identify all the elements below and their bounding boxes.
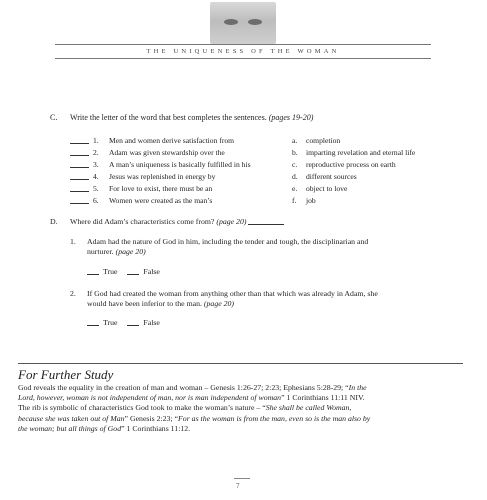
- option-b: b. imparting revelation and eternal life: [292, 148, 416, 157]
- left-eye-shape: [224, 19, 238, 25]
- further-study-rule: [18, 363, 463, 364]
- answer-blank[interactable]: [70, 191, 89, 192]
- option-e: e. object to love: [292, 184, 348, 193]
- answer-blank[interactable]: [70, 155, 89, 156]
- item-number: 1.: [93, 136, 99, 145]
- item-number: 5.: [93, 184, 99, 193]
- right-eye-shape: [248, 19, 262, 25]
- option-f: f. job: [292, 196, 316, 205]
- match-item-3: [70, 160, 251, 169]
- answer-blank[interactable]: [70, 143, 89, 144]
- match-item-1: [70, 136, 234, 145]
- page-number: 7: [236, 482, 240, 490]
- item-text: A man’s uniqueness is basically fulfilled in his: [109, 160, 251, 169]
- section-d-page: (page 20): [216, 217, 247, 226]
- item-text: For love to exist, there must be an: [109, 184, 213, 193]
- header-eyes-image: [210, 2, 276, 44]
- tf-statement-1: 1. Adam had the nature of God in him, including the tender and tough, the disciplinarian and nurturer. (page 20): [70, 237, 369, 256]
- section-d-text: Where did Adam’s characteristics come from?: [70, 217, 215, 226]
- item-text: Men and women derive satisfaction from: [109, 136, 235, 145]
- item-number: 3.: [93, 160, 99, 169]
- item-text: Adam was given stewardship over the: [109, 148, 225, 157]
- match-item-5: [70, 184, 212, 193]
- item-number: 2.: [93, 148, 99, 157]
- item-number: 4.: [93, 172, 99, 181]
- item-text: Women were created as the man’s: [109, 196, 213, 205]
- section-d-question: [50, 217, 284, 227]
- true-blank[interactable]: [87, 274, 99, 275]
- answer-blank[interactable]: [70, 179, 89, 180]
- section-c-text: Write the letter of the word that best completes the sentences.: [70, 113, 267, 122]
- match-item-6: [70, 196, 212, 205]
- tf-statement-2: 2. If God had created the woman from anything other than that which was already in Adam, she would have been inferior to the man. (page 20): [70, 289, 378, 308]
- tf-answer-1: True False: [87, 267, 160, 276]
- true-blank[interactable]: [87, 325, 99, 326]
- section-d-answer-blank[interactable]: [248, 224, 284, 225]
- section-d-letter: D.: [50, 217, 58, 226]
- option-c: c. reproductive process on earth: [292, 160, 396, 169]
- item-number: 6.: [93, 196, 99, 205]
- tf-answer-2: True False: [87, 318, 160, 327]
- item-text: Jesus was replenished in energy by: [109, 172, 216, 181]
- answer-blank[interactable]: [70, 203, 89, 204]
- header-rule-top: [55, 44, 431, 45]
- further-study-title: For Further Study: [18, 367, 114, 382]
- false-blank[interactable]: [127, 274, 139, 275]
- option-a: a. completion: [292, 136, 341, 145]
- match-item-2: [70, 148, 225, 157]
- section-c-instruction: [50, 113, 313, 122]
- header-rule-bottom: [55, 58, 431, 59]
- section-c-pages: (pages 19-20): [268, 113, 314, 122]
- option-d: d. different sources: [292, 172, 357, 181]
- match-item-4: [70, 172, 215, 181]
- false-blank[interactable]: [127, 325, 139, 326]
- page-number-rule: [234, 478, 250, 479]
- answer-blank[interactable]: [70, 167, 89, 168]
- section-c-letter: C.: [50, 113, 58, 122]
- further-study-body: God reveals the equality in the creation of man and woman – Genesis 1:26-27; 2:23; Ephesians 5:28-29; “In the Lord, however, woman is not independent of man, nor is man independent of woman” 1 Corinthians 11:11 NIV. The rib is symbolic of characteristics God took to make the woman’s nature – “She shall be called Woman, because she was taken out of Man” Genesis 2:23; “For as the woman is from the man, even so is the man also by the woman; but all things of God” 1 Corinthians 11:12.: [18, 383, 371, 433]
- running-header-title: THE UNIQUENESS OF THE WOMAN: [146, 48, 340, 55]
